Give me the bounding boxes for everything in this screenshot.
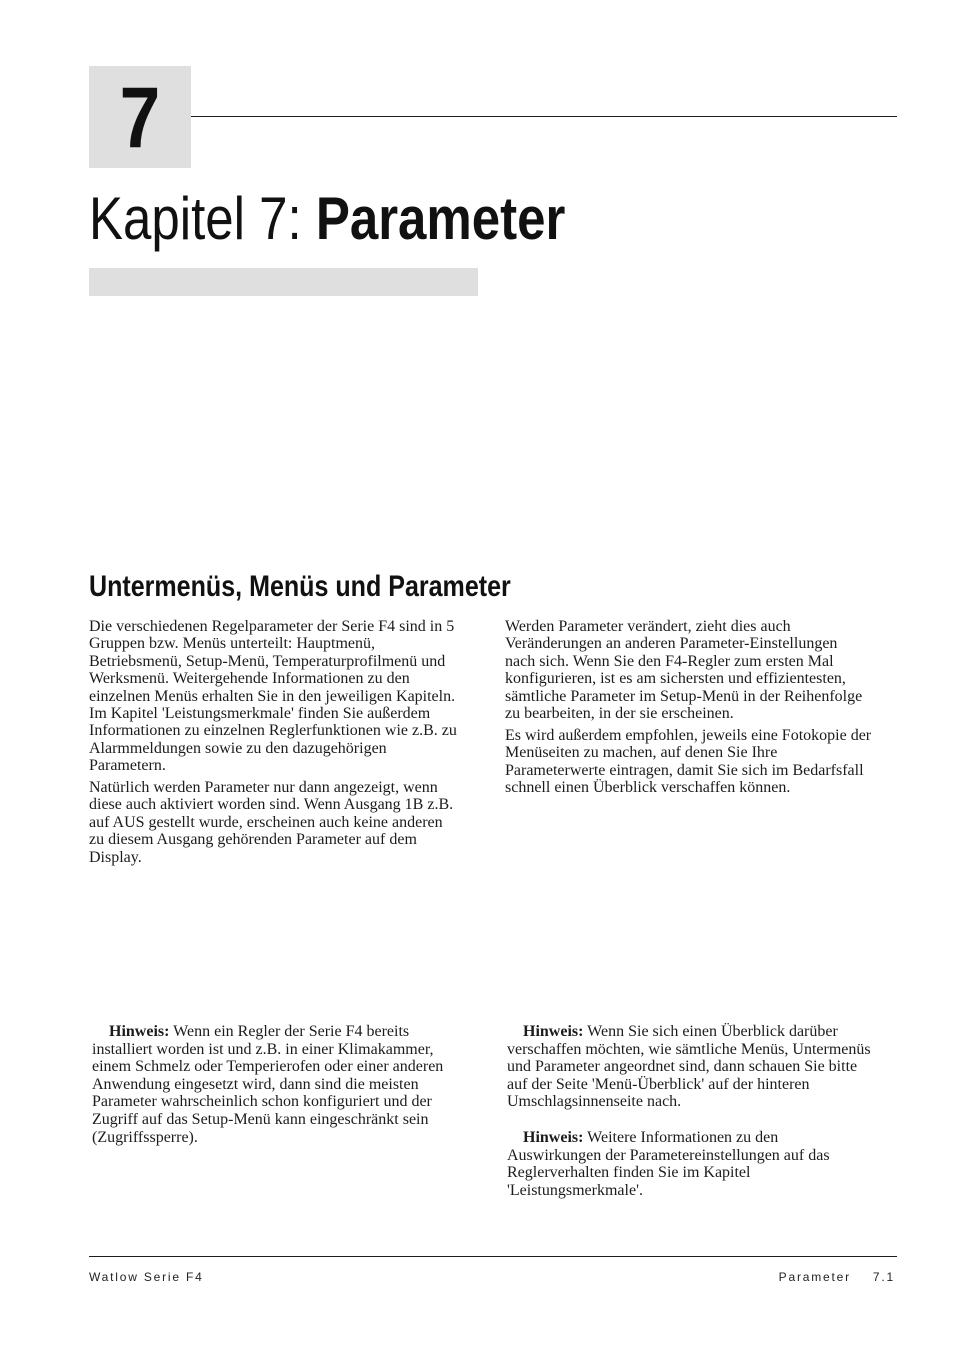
note-text: Wenn ein Regler der Serie F4 bereits	[173, 1023, 410, 1040]
chapter-title-prefix: Kapitel 7:	[89, 185, 302, 252]
header-rule	[191, 116, 897, 117]
note-line: auf der Seite 'Menü-Überblick' auf der hinteren	[507, 1075, 810, 1093]
body-line: sämtliche Parameter im Setup-Menü in der Reihenfolge	[505, 687, 863, 705]
right-paragraph-2	[505, 727, 871, 797]
note-line: 'Leistungsmerkmale'.	[507, 1181, 643, 1199]
footer-page-number: 7.1	[872, 1270, 895, 1284]
note-text: Weitere Informationen zu den	[587, 1129, 779, 1146]
body-line: Natürlich werden Parameter nur dann angezeigt, wenn	[89, 779, 438, 796]
note-line: verschaffen möchten, wie sämtliche Menüs, Untermenüs	[507, 1040, 871, 1058]
chapter-title	[89, 185, 566, 252]
note-line: Anwendung eingesetzt wird, dann sind die meisten	[92, 1075, 419, 1093]
note-line: und Parameter angeordnet sind, dann schauen Sie bitte	[507, 1058, 858, 1076]
note-right-1	[507, 1023, 871, 1111]
note-line: Umschlagsinnenseite nach.	[507, 1093, 682, 1111]
body-line: Werden Parameter verändert, zieht dies auch	[505, 618, 791, 635]
chapter-title-main: Parameter	[315, 185, 566, 252]
body-line: Menüseiten zu machen, auf denen Sie Ihre	[505, 744, 778, 762]
body-line: Im Kapitel 'Leistungsmerkmale' finden Sie außerdem	[89, 704, 431, 722]
note-line: Auswirkungen der Parametereinstellungen auf das	[507, 1146, 830, 1164]
body-line: auf AUS gestellt wurde, erscheinen auch keine anderen	[89, 813, 443, 831]
note-label: Hinweis:	[523, 1023, 584, 1040]
left-paragraph-1	[89, 618, 457, 775]
note-line: Parameter wahrscheinlich schon konfiguriert und der	[92, 1093, 432, 1111]
body-line: einzelnen Menüs erhalten Sie in den jeweiligen Kapiteln.	[89, 687, 456, 705]
note-line: Reglerverhalten finden Sie im Kapitel	[507, 1164, 751, 1182]
title-underbar	[89, 268, 478, 296]
footer-section: Parameter	[778, 1270, 851, 1284]
note-line	[507, 1129, 830, 1147]
body-line: Alarmmeldungen sowie zu den dazugehörigen	[89, 739, 387, 757]
body-line: Gruppen bzw. Menüs unterteilt: Hauptmenü,	[89, 635, 376, 653]
note-label: Hinweis:	[523, 1129, 584, 1146]
note-line	[507, 1023, 871, 1041]
body-line: Betriebsmenü, Setup-Menü, Temperaturprofilmenü und	[89, 652, 446, 670]
chapter-number	[89, 70, 191, 166]
body-line: Es wird außerdem empfohlen, jeweils eine Fotokopie der	[505, 727, 872, 744]
left-paragraph-2	[89, 779, 453, 866]
body-line: zu bearbeiten, in der sie erscheinen.	[505, 704, 734, 722]
body-line: Parametern.	[89, 757, 166, 775]
note-label: Hinweis:	[109, 1023, 170, 1040]
footer-rule	[89, 1256, 897, 1257]
right-paragraph-1	[505, 618, 862, 722]
body-line: Informationen zu einzelnen Reglerfunktionen wie z.B. zu	[89, 722, 457, 740]
note-right-2	[507, 1129, 830, 1199]
body-line: Werksmenü. Weitergehende Informationen zu den	[89, 670, 410, 688]
body-line: schnell einen Überblick verschaffen können.	[505, 779, 791, 797]
chapter-number-text: 7	[119, 70, 161, 166]
body-line: konfigurieren, ist es am sichersten und effizientesten,	[505, 670, 846, 688]
note-line: (Zugriffssperre).	[92, 1128, 198, 1146]
note-left	[92, 1023, 443, 1146]
note-line: einem Schmelz oder Temperierofen oder einer anderen	[92, 1058, 444, 1076]
body-line: Parameterwerte eintragen, damit Sie sich im Bedarfsfall	[505, 761, 864, 779]
note-line: installiert worden ist und z.B. in einer Klimakammer,	[92, 1040, 434, 1058]
body-line: diese auch aktiviert worden sind. Wenn Ausgang 1B z.B.	[89, 796, 454, 814]
body-line: Display.	[89, 848, 142, 866]
body-line: Die verschiedenen Regelparameter der Serie F4 sind in 5	[89, 618, 455, 635]
body-line: Veränderungen an anderen Parameter-Einstellungen	[505, 635, 838, 653]
note-line	[92, 1023, 443, 1041]
note-text: Wenn Sie sich einen Überblick darüber	[587, 1023, 838, 1040]
footer-page-info	[779, 1270, 895, 1284]
footer-product: Watlow Serie F4	[89, 1270, 204, 1284]
section-heading: Untermenüs, Menüs und Parameter	[89, 570, 511, 603]
body-line: nach sich. Wenn Sie den F4-Regler zum ersten Mal	[505, 652, 834, 670]
note-line: Zugriff auf das Setup-Menü kann eingeschränkt sein	[92, 1110, 429, 1128]
body-line: zu diesem Ausgang gehörenden Parameter auf dem	[89, 831, 417, 849]
